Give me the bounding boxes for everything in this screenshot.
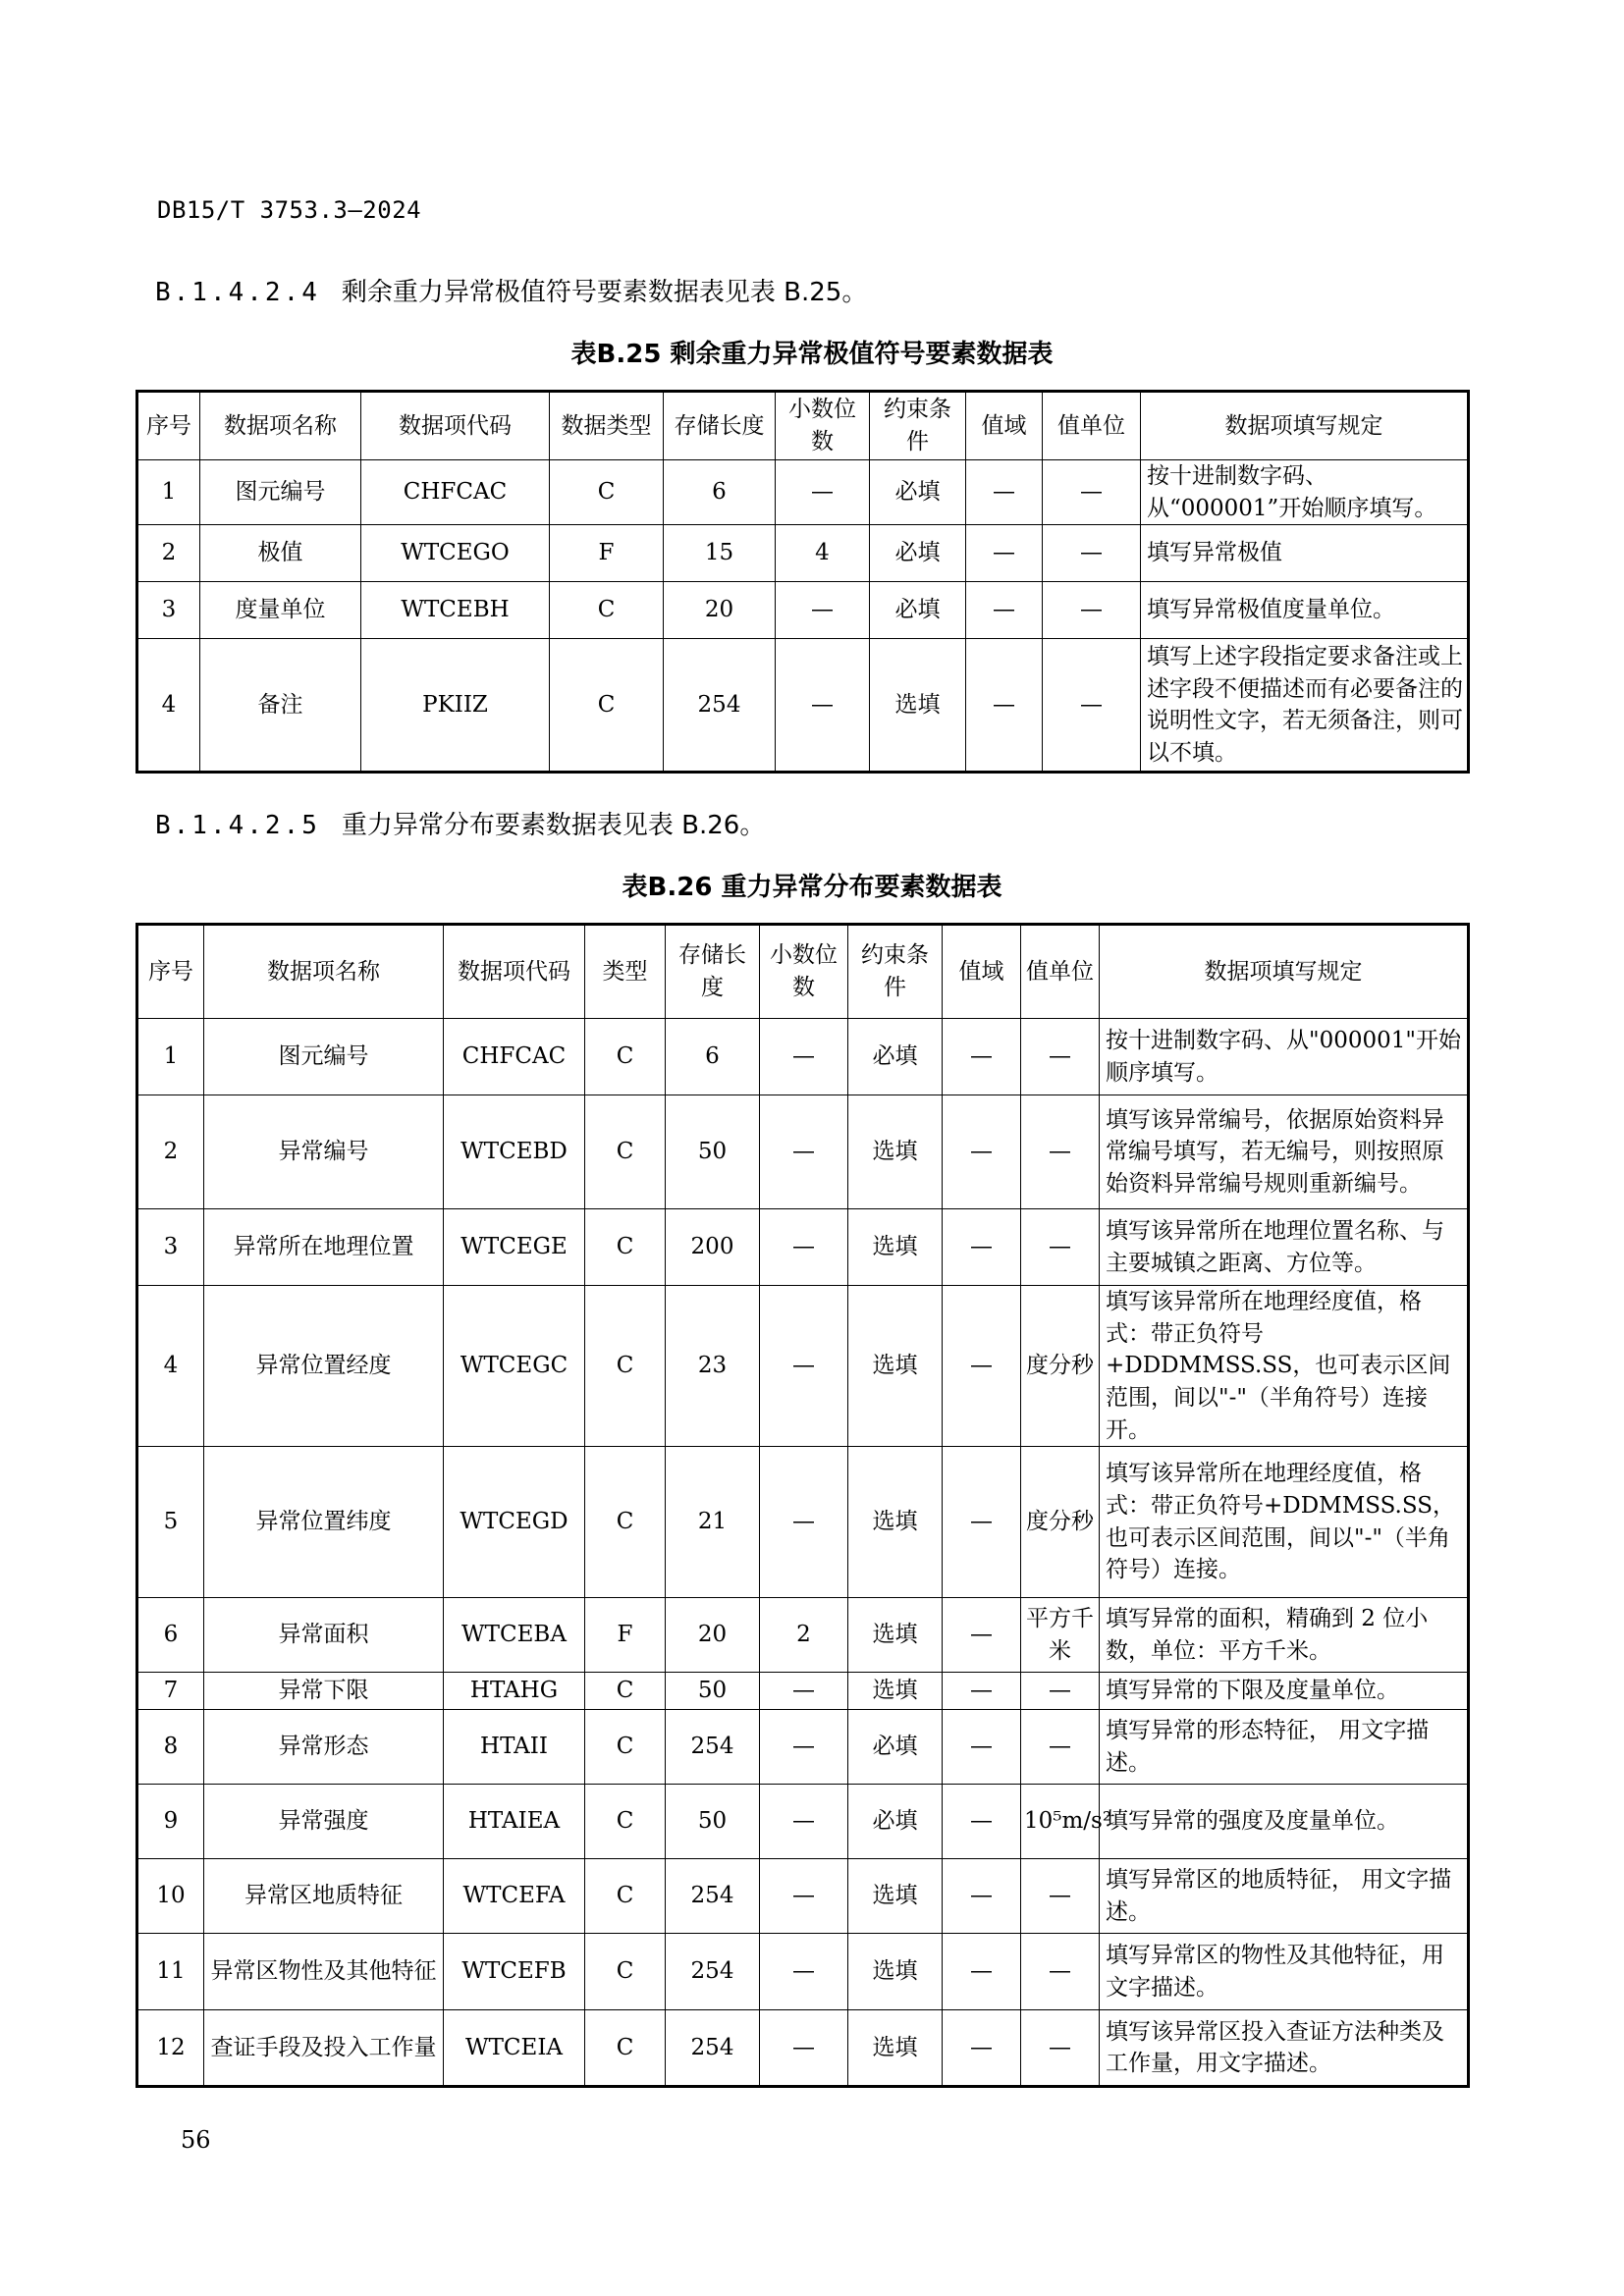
table-cell: 选填 bbox=[870, 639, 966, 773]
table-cell: WTCEGE bbox=[444, 1209, 585, 1286]
header-cell: 存储长度 bbox=[664, 392, 776, 460]
table-cell: — bbox=[760, 1710, 848, 1785]
table-cell: 填写异常区的物性及其他特征，用文字描述。 bbox=[1100, 1934, 1469, 2010]
table-cell: — bbox=[966, 460, 1043, 525]
table-cell: 2 bbox=[137, 525, 200, 582]
table-cell: 9 bbox=[137, 1785, 204, 1859]
table-row bbox=[137, 1447, 1469, 1598]
section-text: 重力异常分布要素数据表见表 B.26。 bbox=[341, 811, 766, 840]
header-row bbox=[137, 925, 1469, 1019]
table-cell: — bbox=[760, 1859, 848, 1934]
table-cell: 选填 bbox=[848, 1598, 943, 1673]
table-cell: 选填 bbox=[848, 1673, 943, 1710]
table-cell: — bbox=[943, 1447, 1021, 1598]
header-cell: 类型 bbox=[585, 925, 666, 1019]
table-cell: 6 bbox=[137, 1598, 204, 1673]
table-cell: 填写该异常所在地理经度值，格式：带正负符号+DDMMSS.SS，也可表示区间范围，间以"-"（半角符号）连接。 bbox=[1100, 1447, 1469, 1598]
table-b25 bbox=[135, 390, 1470, 774]
table-row bbox=[137, 1286, 1469, 1447]
table-row bbox=[137, 2010, 1469, 2087]
table-cell: — bbox=[1021, 1209, 1100, 1286]
table-cell: — bbox=[943, 2010, 1021, 2087]
header-cell: 数据项名称 bbox=[200, 392, 361, 460]
table-cell: 异常区地质特征 bbox=[204, 1859, 444, 1934]
table-row bbox=[137, 1598, 1469, 1673]
table-cell: 3 bbox=[137, 582, 200, 639]
section-number: B.1.4.2.5 bbox=[155, 811, 320, 840]
header-row bbox=[137, 392, 1469, 460]
table-row bbox=[137, 1710, 1469, 1785]
table-cell: 选填 bbox=[848, 1447, 943, 1598]
table-cell: 20 bbox=[664, 582, 776, 639]
table-cell: 异常区物性及其他特征 bbox=[204, 1934, 444, 2010]
table-cell: 6 bbox=[664, 460, 776, 525]
table-cell: 备注 bbox=[200, 639, 361, 773]
header-cell: 约束条件 bbox=[870, 392, 966, 460]
table-cell: WTCEGO bbox=[361, 525, 550, 582]
table-b26-caption: 表B.26 重力异常分布要素数据表 bbox=[622, 873, 1002, 902]
table-cell: — bbox=[760, 1673, 848, 1710]
table-cell: 12 bbox=[137, 2010, 204, 2087]
table-cell: 填写上述字段指定要求备注或上述字段不便描述而有必要备注的说明性文字，若无须备注，则可以不填。 bbox=[1141, 639, 1469, 773]
table-cell: 必填 bbox=[848, 1019, 943, 1095]
table-cell: 21 bbox=[666, 1447, 760, 1598]
table-cell: — bbox=[943, 1710, 1021, 1785]
table-cell: 度量单位 bbox=[200, 582, 361, 639]
table-cell: 2 bbox=[137, 1095, 204, 1209]
header-cell: 值单位 bbox=[1043, 392, 1141, 460]
table-cell: — bbox=[760, 1019, 848, 1095]
table-row bbox=[137, 1209, 1469, 1286]
table-cell: WTCEGD bbox=[444, 1447, 585, 1598]
table-cell: 选填 bbox=[848, 1286, 943, 1447]
table-cell: 异常形态 bbox=[204, 1710, 444, 1785]
table-cell: 必填 bbox=[870, 460, 966, 525]
table-cell: 选填 bbox=[848, 1095, 943, 1209]
table-row bbox=[137, 582, 1469, 639]
table-cell: — bbox=[1021, 1859, 1100, 1934]
table-cell: 254 bbox=[666, 1710, 760, 1785]
table-row bbox=[137, 639, 1469, 773]
header-cell: 值单位 bbox=[1021, 925, 1100, 1019]
table-cell: 异常位置经度 bbox=[204, 1286, 444, 1447]
table-cell: 10⁵m/s² bbox=[1021, 1785, 1100, 1859]
header-cell: 值域 bbox=[943, 925, 1021, 1019]
table-cell: — bbox=[760, 1286, 848, 1447]
page-number: 56 bbox=[181, 2126, 211, 2154]
header-cell: 序号 bbox=[137, 925, 204, 1019]
table-cell: 11 bbox=[137, 1934, 204, 2010]
table-cell: 23 bbox=[666, 1286, 760, 1447]
table-cell: — bbox=[760, 1095, 848, 1209]
table-cell: 异常面积 bbox=[204, 1598, 444, 1673]
table-cell: — bbox=[760, 1447, 848, 1598]
table-cell: 必填 bbox=[870, 582, 966, 639]
table-cell: 254 bbox=[666, 1934, 760, 2010]
table-cell: C bbox=[585, 1934, 666, 2010]
table-row bbox=[137, 1673, 1469, 1710]
table-cell: 8 bbox=[137, 1710, 204, 1785]
table-cell: C bbox=[585, 1673, 666, 1710]
table-cell: C bbox=[585, 1209, 666, 1286]
table-cell: 10 bbox=[137, 1859, 204, 1934]
table-cell: WTCEIA bbox=[444, 2010, 585, 2087]
table-cell: 4 bbox=[137, 1286, 204, 1447]
table-cell: WTCEBA bbox=[444, 1598, 585, 1673]
table-cell: — bbox=[1043, 582, 1141, 639]
section-b-1-4-2-4 bbox=[155, 272, 867, 308]
table-cell: — bbox=[776, 582, 870, 639]
header-cell: 约束条件 bbox=[848, 925, 943, 1019]
table-cell: WTCEBH bbox=[361, 582, 550, 639]
table-cell: — bbox=[943, 1785, 1021, 1859]
table-cell: 填写异常的下限及度量单位。 bbox=[1100, 1673, 1469, 1710]
table-cell: 图元编号 bbox=[204, 1019, 444, 1095]
table-cell: C bbox=[550, 639, 664, 773]
table-cell: 50 bbox=[666, 1095, 760, 1209]
table-cell: — bbox=[1021, 2010, 1100, 2087]
table-cell: C bbox=[585, 1785, 666, 1859]
table-cell: 按十进制数字码、从“000001”开始顺序填写。 bbox=[1141, 460, 1469, 525]
table-cell: 254 bbox=[666, 1859, 760, 1934]
table-cell: 填写异常区的地质特征， 用文字描述。 bbox=[1100, 1859, 1469, 1934]
table-cell: 填写异常极值度量单位。 bbox=[1141, 582, 1469, 639]
table-cell: 3 bbox=[137, 1209, 204, 1286]
table-cell: HTAII bbox=[444, 1710, 585, 1785]
table-row bbox=[137, 1859, 1469, 1934]
table-cell: 15 bbox=[664, 525, 776, 582]
table-row bbox=[137, 1934, 1469, 2010]
table-b25-caption: 表B.25 剩余重力异常极值符号要素数据表 bbox=[570, 340, 1054, 369]
table-cell: WTCEFB bbox=[444, 1934, 585, 2010]
table-cell: 选填 bbox=[848, 2010, 943, 2087]
table-cell: 选填 bbox=[848, 1209, 943, 1286]
table-cell: 按十进制数字码、从"000001"开始顺序填写。 bbox=[1100, 1019, 1469, 1095]
table-cell: C bbox=[550, 460, 664, 525]
table-cell: 50 bbox=[666, 1673, 760, 1710]
table-cell: C bbox=[585, 1019, 666, 1095]
table-b26 bbox=[135, 923, 1470, 2088]
header-cell: 存储长度 bbox=[666, 925, 760, 1019]
table-cell: C bbox=[585, 1286, 666, 1447]
header-cell: 数据项代码 bbox=[444, 925, 585, 1019]
table-cell: — bbox=[966, 525, 1043, 582]
table-cell: — bbox=[1043, 525, 1141, 582]
table-cell: — bbox=[776, 639, 870, 773]
table-row bbox=[137, 525, 1469, 582]
table-cell: 查证手段及投入工作量 bbox=[204, 2010, 444, 2087]
table-cell: C bbox=[585, 1859, 666, 1934]
header-cell: 数据项名称 bbox=[204, 925, 444, 1019]
table-cell: 填写该异常所在地理位置名称、与主要城镇之距离、方位等。 bbox=[1100, 1209, 1469, 1286]
table-cell: — bbox=[1021, 1934, 1100, 2010]
table-cell: C bbox=[585, 1710, 666, 1785]
header-cell: 序号 bbox=[137, 392, 200, 460]
table-cell: 5 bbox=[137, 1447, 204, 1598]
table-cell: WTCEBD bbox=[444, 1095, 585, 1209]
header-cell: 小数位数 bbox=[776, 392, 870, 460]
table-cell: 选填 bbox=[848, 1934, 943, 2010]
table-cell: 4 bbox=[137, 639, 200, 773]
table-row bbox=[137, 1785, 1469, 1859]
table-cell: — bbox=[776, 460, 870, 525]
table-cell: HTAHG bbox=[444, 1673, 585, 1710]
table-cell: 填写该异常区投入查证方法种类及工作量，用文字描述。 bbox=[1100, 2010, 1469, 2087]
table-cell: 必填 bbox=[870, 525, 966, 582]
table-cell: — bbox=[943, 1673, 1021, 1710]
table-cell: — bbox=[943, 1598, 1021, 1673]
table-cell: 4 bbox=[776, 525, 870, 582]
table-cell: WTCEFA bbox=[444, 1859, 585, 1934]
table-cell: — bbox=[943, 1934, 1021, 2010]
table-cell: 异常编号 bbox=[204, 1095, 444, 1209]
table-cell: 7 bbox=[137, 1673, 204, 1710]
table-cell: 选填 bbox=[848, 1859, 943, 1934]
document-id: DB15/T 3753.3—2024 bbox=[157, 196, 422, 224]
table-cell: 200 bbox=[666, 1209, 760, 1286]
table-cell: CHFCAC bbox=[444, 1019, 585, 1095]
section-b-1-4-2-5 bbox=[155, 805, 765, 841]
header-cell: 数据项填写规定 bbox=[1100, 925, 1469, 1019]
table-cell: — bbox=[943, 1286, 1021, 1447]
table-cell: C bbox=[550, 582, 664, 639]
table-cell: 极值 bbox=[200, 525, 361, 582]
table-cell: CHFCAC bbox=[361, 460, 550, 525]
table-cell: C bbox=[585, 1095, 666, 1209]
table-cell: — bbox=[760, 1209, 848, 1286]
table-row bbox=[137, 1095, 1469, 1209]
header-cell: 值域 bbox=[966, 392, 1043, 460]
table-row bbox=[137, 460, 1469, 525]
table-cell: 20 bbox=[666, 1598, 760, 1673]
table-cell: — bbox=[943, 1019, 1021, 1095]
section-number: B.1.4.2.4 bbox=[155, 278, 320, 307]
table-cell: 50 bbox=[666, 1785, 760, 1859]
table-cell: 异常强度 bbox=[204, 1785, 444, 1859]
table-cell: 必填 bbox=[848, 1710, 943, 1785]
header-cell: 数据项代码 bbox=[361, 392, 550, 460]
table-cell: 图元编号 bbox=[200, 460, 361, 525]
table-cell: 必填 bbox=[848, 1785, 943, 1859]
table-cell: — bbox=[760, 2010, 848, 2087]
table-cell: 度分秒 bbox=[1021, 1447, 1100, 1598]
table-cell: — bbox=[760, 1785, 848, 1859]
table-cell: 异常下限 bbox=[204, 1673, 444, 1710]
table-cell: 异常位置纬度 bbox=[204, 1447, 444, 1598]
table-cell: — bbox=[1021, 1019, 1100, 1095]
table-cell: 填写异常的形态特征， 用文字描述。 bbox=[1100, 1710, 1469, 1785]
table-cell: 2 bbox=[760, 1598, 848, 1673]
table-cell: 填写异常极值 bbox=[1141, 525, 1469, 582]
table-cell: 1 bbox=[137, 460, 200, 525]
table-cell: — bbox=[760, 1934, 848, 2010]
table-cell: HTAIEA bbox=[444, 1785, 585, 1859]
table-cell: WTCEGC bbox=[444, 1286, 585, 1447]
table-cell: — bbox=[1021, 1710, 1100, 1785]
table-row bbox=[137, 1019, 1469, 1095]
table-cell: — bbox=[1021, 1095, 1100, 1209]
table-cell: 平方千米 bbox=[1021, 1598, 1100, 1673]
table-cell: 填写异常的强度及度量单位。 bbox=[1100, 1785, 1469, 1859]
header-cell: 小数位数 bbox=[760, 925, 848, 1019]
table-cell: — bbox=[966, 582, 1043, 639]
table-cell: — bbox=[943, 1209, 1021, 1286]
table-cell: F bbox=[550, 525, 664, 582]
table-cell: 254 bbox=[664, 639, 776, 773]
table-cell: C bbox=[585, 2010, 666, 2087]
table-cell: 异常所在地理位置 bbox=[204, 1209, 444, 1286]
table-cell: — bbox=[1043, 639, 1141, 773]
table-cell: C bbox=[585, 1447, 666, 1598]
table-cell: 1 bbox=[137, 1019, 204, 1095]
table-cell: 填写异常的面积，精确到 2 位小数，单位：平方千米。 bbox=[1100, 1598, 1469, 1673]
table-cell: F bbox=[585, 1598, 666, 1673]
table-cell: — bbox=[966, 639, 1043, 773]
table-cell: PKIIZ bbox=[361, 639, 550, 773]
table-cell: 填写该异常编号，依据原始资料异常编号填写，若无编号，则按照原始资料异常编号规则重新编号。 bbox=[1100, 1095, 1469, 1209]
table-cell: 度分秒 bbox=[1021, 1286, 1100, 1447]
table-cell: 填写该异常所在地理经度值，格式：带正负符号+DDDMMSS.SS，也可表示区间范围，间以"-"（半角符号）连接开。 bbox=[1100, 1286, 1469, 1447]
header-cell: 数据类型 bbox=[550, 392, 664, 460]
section-text: 剩余重力异常极值符号要素数据表见表 B.25。 bbox=[341, 278, 868, 307]
table-cell: — bbox=[1043, 460, 1141, 525]
header-cell: 数据项填写规定 bbox=[1141, 392, 1469, 460]
table-cell: 254 bbox=[666, 2010, 760, 2087]
table-cell: — bbox=[1021, 1673, 1100, 1710]
table-cell: — bbox=[943, 1095, 1021, 1209]
table-cell: 6 bbox=[666, 1019, 760, 1095]
table-cell: — bbox=[943, 1859, 1021, 1934]
